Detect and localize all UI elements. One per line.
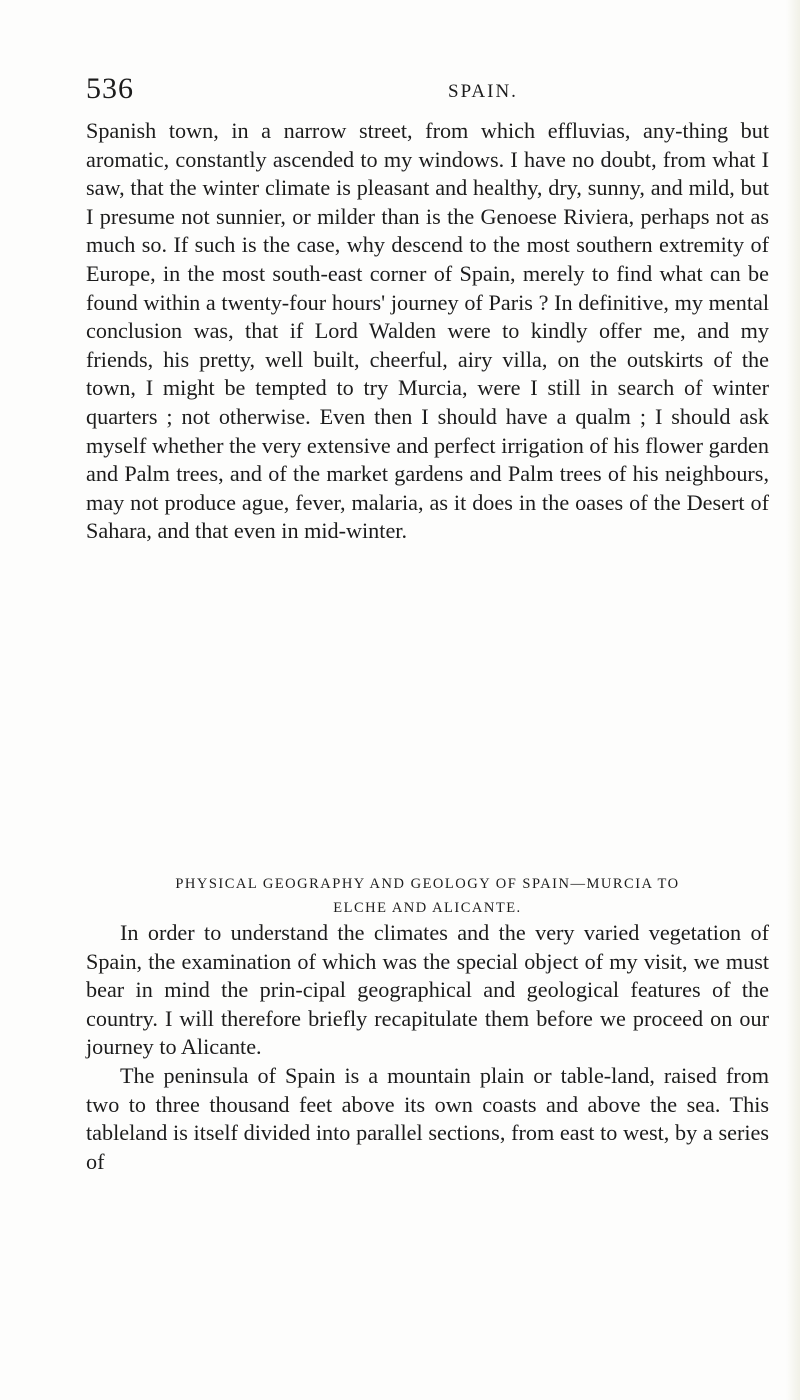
text-block-lower xyxy=(86,919,769,1176)
paragraph-2: In order to understand the climates and the very varied vegetation of Spain, the examination of which was the special object of my visit, we must bear in mind the prin-cipal geographical and geological features of the country. I will therefore briefly recapitulate them before we proceed on our journey to Alicante. xyxy=(86,920,769,1060)
section-heading xyxy=(86,872,769,920)
paragraph-1: Spanish town, in a narrow street, from which effluvias, any-thing but aromatic, constantly ascended to my windows. I have no doubt, from what I saw, that the winter climate is pleasant and healthy, dry, sunny, and mild, but I presume not sunnier, or milder than is the Genoese Riviera, perhaps not as much so. If such is the case, why descend to the most southern extremity of Europe, in the most south-east corner of Spain, merely to find what can be found within a twenty-four hours' journey of Paris ? In definitive, my mental conclusion was, that if Lord Walden were to kindly offer me, and my friends, his pretty, well built, cheerful, airy villa, on the outskirts of the town, I might be tempted to try Murcia, were I still in search of winter quarters ; not otherwise. Even then I should have a qualm ; I should ask myself whether the very extensive and perfect irrigation of his flower garden and Palm trees, and of the market gardens and Palm trees of his neighbours, may not produce ague, fever, malaria, as it does in the oases of the Desert of Sahara, and that even in mid-winter. xyxy=(86,118,769,544)
section-heading-line-2: ELCHE AND ALICANTE. xyxy=(333,900,522,916)
page-header xyxy=(86,72,766,112)
page-number: 536 xyxy=(86,72,134,105)
paragraph-3: The peninsula of Spain is a mountain plain or table-land, raised from two to three thousand feet above its own coasts and above the sea. This tableland is itself divided into parallel sections, from east to west, by a series of xyxy=(86,1062,769,1174)
section-heading-line-1: PHYSICAL GEOGRAPHY AND GEOLOGY OF SPAIN—MURCIA TO xyxy=(175,876,680,892)
text-block-upper xyxy=(86,117,769,546)
page-edge-shadow xyxy=(786,0,800,1400)
running-head: SPAIN. xyxy=(448,81,518,102)
